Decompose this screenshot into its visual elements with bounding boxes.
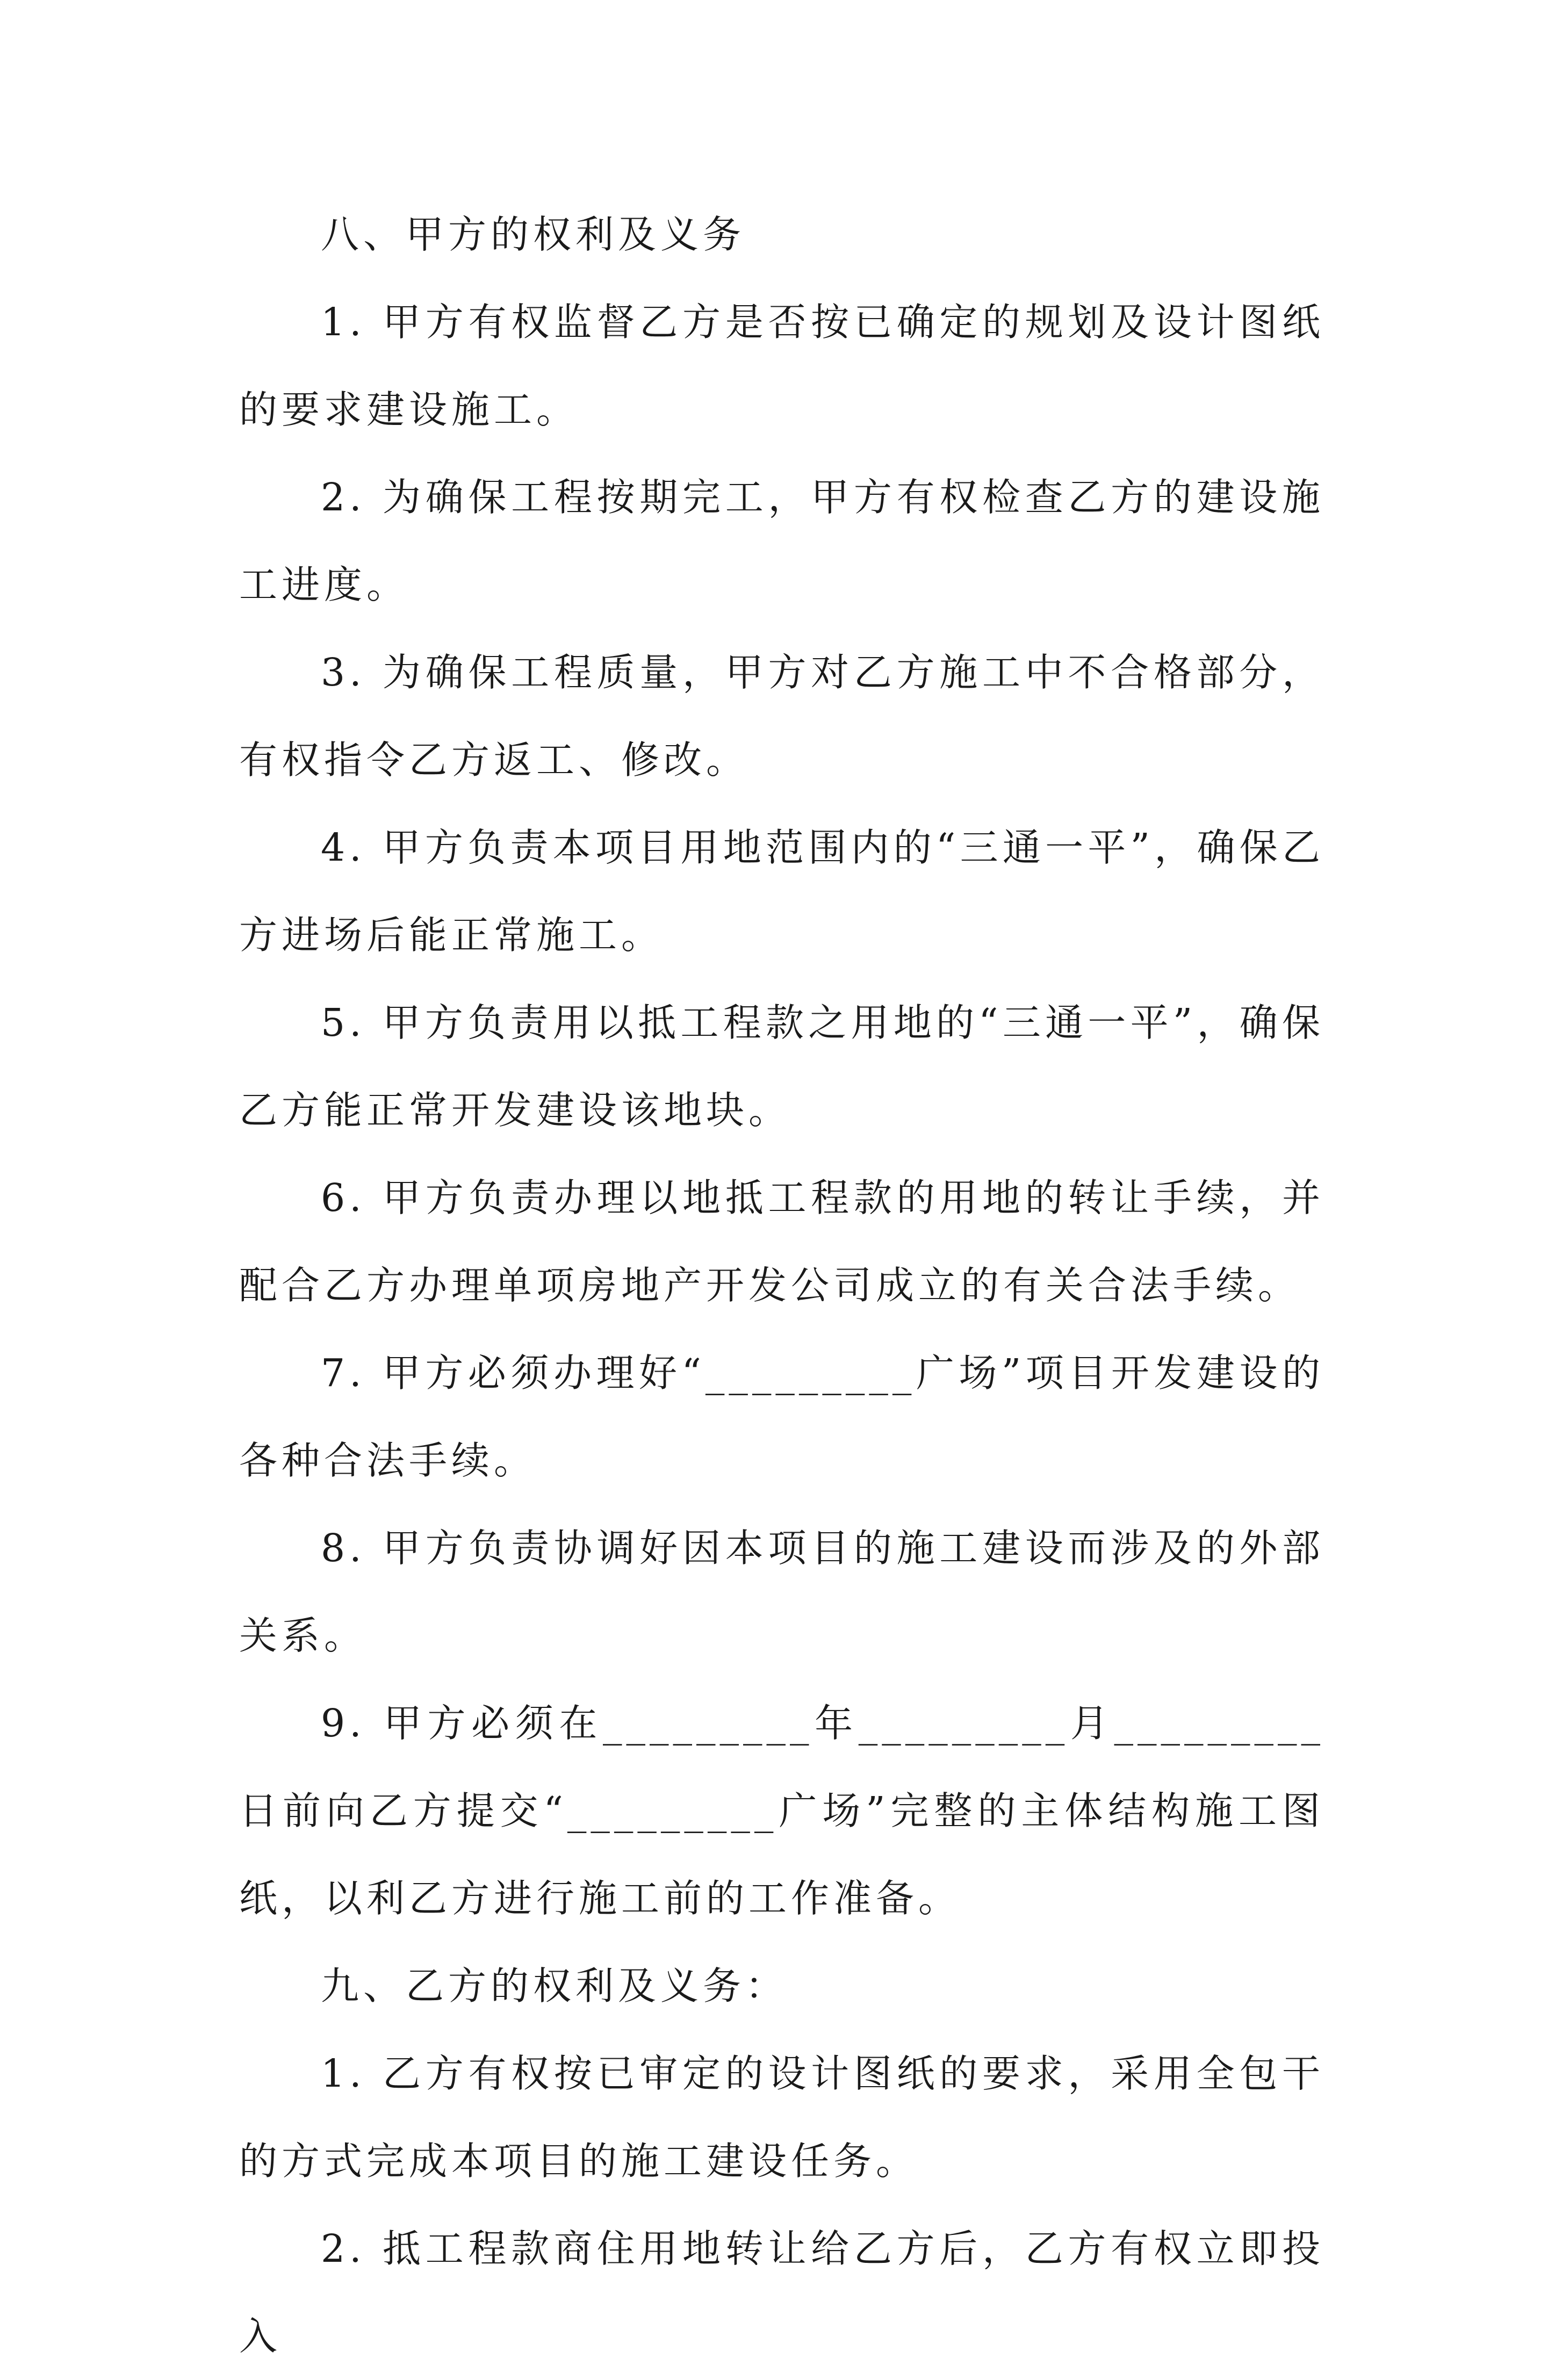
section-8-item-7: 7. 甲方必须办理好“_________广场”项目开发建设的各种合法手续。 — [239, 1351, 1324, 1483]
section-8-item-1: 1. 甲方有权监督乙方是否按已确定的规划及设计图纸的要求建设施工。 — [239, 300, 1324, 432]
section-8-item-6: 6. 甲方负责办理以地抵工程款的用地的转让手续，并配合乙方办理单项房地产开发公司成立的有关合法手续。 — [239, 1175, 1324, 1308]
section-8-item-4: 4. 甲方负责本项目用地范围内的“三通一平”，确保乙方进场后能正常施工。 — [239, 825, 1324, 957]
section-8-item-9: 9. 甲方必须在_________年_________月_________日前向乙方提交“_________广场”完整的主体结构施工图纸，以利乙方进行施工前的工作准备。 — [239, 1701, 1324, 1921]
section-9-item-2: 2. 抵工程款商住用地转让给乙方后，乙方有权立即投入 — [239, 2226, 1324, 2359]
section-8-item-2: 2. 为确保工程按期完工，甲方有权检查乙方的建设施工进度。 — [239, 475, 1324, 607]
section-8-item-3: 3. 为确保工程质量，甲方对乙方施工中不合格部分，有权指令乙方返工、修改。 — [239, 650, 1324, 782]
section-9-heading: 九、乙方的权利及义务： — [321, 1964, 788, 2008]
section-8-item-8: 8. 甲方负责协调好因本项目的施工建设而涉及的外部关系。 — [239, 1526, 1324, 1658]
section-8-heading: 八、甲方的权利及义务 — [321, 212, 746, 257]
section-9-item-1: 1. 乙方有权按已审定的设计图纸的要求，采用全包干的方式完成本项目的施工建设任务。 — [239, 2051, 1324, 2183]
section-8-item-5: 5. 甲方负责用以抵工程款之用地的“三通一平”，确保乙方能正常开发建设该地块。 — [239, 1000, 1324, 1133]
document-page — [239, 191, 1324, 2380]
